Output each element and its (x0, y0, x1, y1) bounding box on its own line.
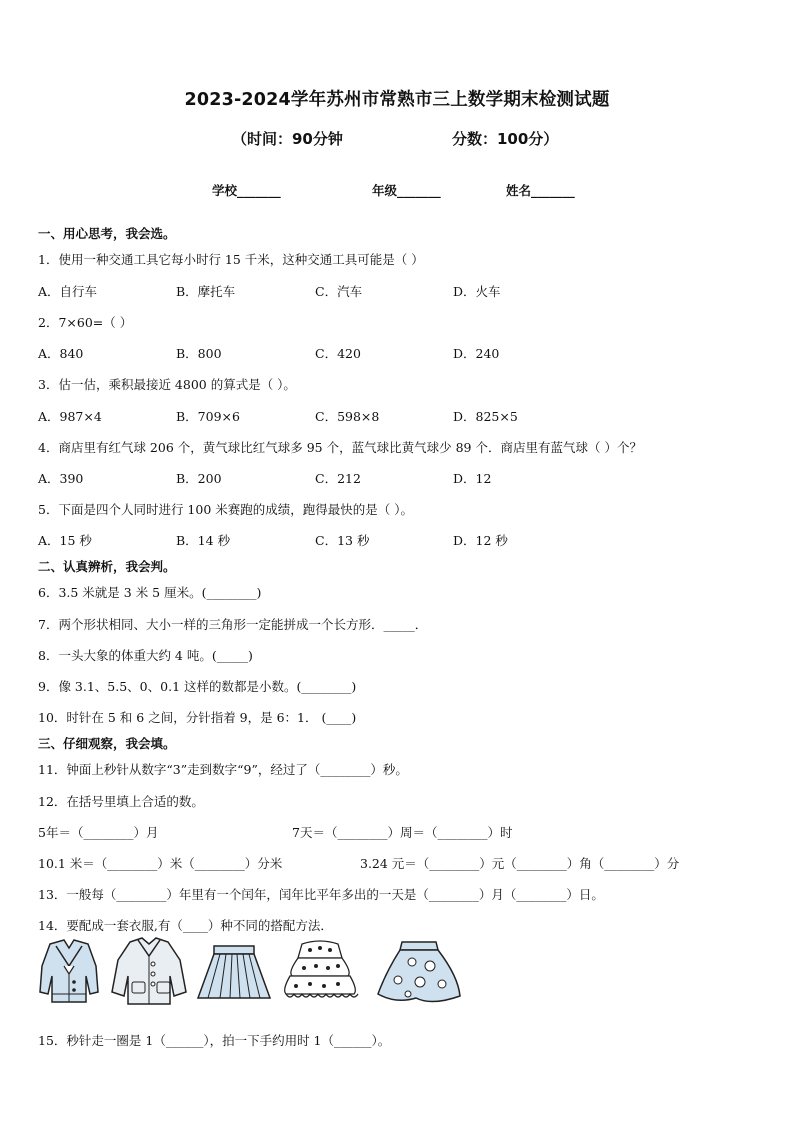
q4-option-a[interactable]: A．390 (38, 471, 84, 486)
q2-option-c[interactable]: C．420 (315, 346, 361, 361)
pleated-skirt-icon (194, 936, 274, 1008)
q4-option-d[interactable]: D．12 (453, 471, 492, 486)
coat-icon (108, 936, 190, 1008)
frilly-skirt-icon (280, 936, 360, 1008)
section-heading-judge: 二、认真辨析，我会判。 (38, 559, 176, 574)
q1-option-d[interactable]: D．火车 (453, 284, 501, 299)
name-field[interactable]: 姓名_______ (506, 183, 575, 198)
question-12: 12．在括号里填上合适的数。 (38, 794, 204, 809)
floral-skirt-icon (372, 936, 466, 1008)
q3-option-a[interactable]: A．987×4 (38, 409, 102, 424)
question-4: 4．商店里有红气球 206 个，黄气球比红气球多 95 个，蓝气球比黄气球少 89 个．商店里有蓝气球（ ）个？ (38, 440, 642, 455)
q3-option-d[interactable]: D．825×5 (453, 409, 518, 424)
q3-option-b[interactable]: B．709×6 (176, 409, 240, 424)
question-15: 15．秒针走一圈是 1（______），拍一下手约用时 1（______）。 (38, 1033, 391, 1048)
q2-option-b[interactable]: B．800 (176, 346, 222, 361)
question-1: 1．使用一种交通工具它每小时行 15 千米，这种交通工具可能是（ ） (38, 252, 424, 267)
sailor-jacket-icon (36, 936, 102, 1008)
school-field[interactable]: 学校_______ (212, 183, 281, 198)
question-14: 14．要配成一套衣服,有（____）种不同的搭配方法． (38, 918, 333, 933)
q5-option-a[interactable]: A．15 秒 (38, 533, 92, 548)
question-6: 6．3.5 米就是 3 米 5 厘米。(________) (38, 585, 262, 600)
q2-option-d[interactable]: D．240 (453, 346, 500, 361)
question-2: 2．7×60=（ ） (38, 315, 133, 330)
exam-time: （时间：90分钟 (232, 130, 343, 148)
q4-option-b[interactable]: B．200 (176, 471, 222, 486)
q12-row2-right: 3.24 元＝（________）元（________）角（________）分 (360, 856, 680, 871)
section-heading-fill: 三、仔细观察，我会填。 (38, 736, 176, 751)
q1-option-b[interactable]: B．摩托车 (176, 284, 236, 299)
question-10: 10．时针在 5 和 6 之间，分针指着 9，是 6：1． (____) (38, 710, 357, 725)
grade-field[interactable]: 年级_______ (372, 183, 441, 198)
q1-option-a[interactable]: A．自行车 (38, 284, 98, 299)
q5-option-d[interactable]: D．12 秒 (453, 533, 508, 548)
q12-row2-left: 10.1 米＝（________）米（________）分米 (38, 856, 283, 871)
question-9: 9．像 3.1、5.5、0、0.1 这样的数都是小数。(________) (38, 679, 357, 694)
exam-score: 分数：100分） (452, 130, 559, 148)
question-7: 7．两个形状相同、大小一样的三角形一定能拼成一个长方形．_____． (38, 617, 428, 632)
question-13: 13．一般每（________）年里有一个闰年，闰年比平年多出的一天是（________）月（________）日。 (38, 887, 604, 902)
q4-option-c[interactable]: C．212 (315, 471, 361, 486)
page-title: 2023-2024学年苏州市常熟市三上数学期末检测试题 (184, 90, 610, 110)
q3-option-c[interactable]: C．598×8 (315, 409, 380, 424)
q2-option-a[interactable]: A．840 (38, 346, 84, 361)
q12-row1-right: 7天＝（________）周＝（________）时 (292, 825, 513, 840)
q5-option-c[interactable]: C．13 秒 (315, 533, 370, 548)
question-5: 5．下面是四个人同时进行 100 米赛跑的成绩，跑得最快的是（ ）。 (38, 502, 413, 517)
q12-row1-left: 5年＝（________）月 (38, 825, 159, 840)
question-8: 8．一头大象的体重大约 4 吨。(_____) (38, 648, 253, 663)
question-11: 11．钟面上秒针从数字“3”走到数字“9”，经过了（________）秒。 (38, 762, 408, 777)
question-3: 3．估一估，乘积最接近 4800 的算式是（ ）。 (38, 377, 296, 392)
q1-option-c[interactable]: C．汽车 (315, 284, 363, 299)
section-heading-choice: 一、用心思考，我会选。 (38, 226, 176, 241)
q5-option-b[interactable]: B．14 秒 (176, 533, 231, 548)
